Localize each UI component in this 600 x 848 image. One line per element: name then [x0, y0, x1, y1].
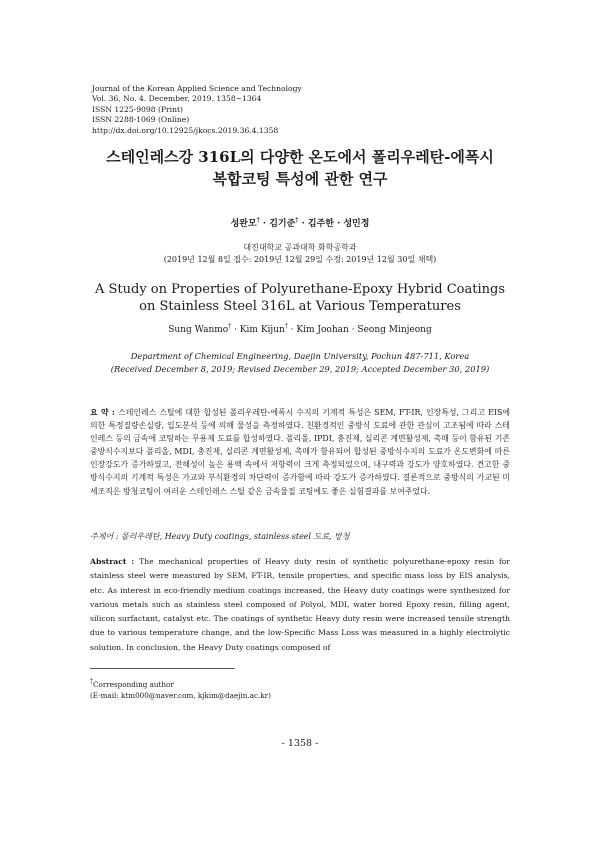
korean-abstract-label: 요 약 :	[90, 408, 119, 417]
corresponding-email: (E-mail: ktm000@naver.com, kjkim@daejin.ac.kr)	[90, 691, 271, 700]
english-abstract	[90, 555, 510, 655]
dagger-mark: †	[284, 323, 288, 330]
issn-online: ISSN 2288-1069 (Online)	[92, 115, 190, 125]
english-title-line1: A Study on Properties of Polyurethane-Epoxy Hybrid Coatings	[94, 282, 505, 297]
korean-title	[0, 146, 600, 190]
english-authors	[0, 323, 600, 335]
english-abstract-label: Abstract :	[90, 557, 140, 566]
korean-title-line2: 복합코팅 특성에 관한 연구	[212, 170, 388, 188]
korean-affiliation	[0, 242, 600, 266]
author-ko-3: 김주한	[307, 219, 334, 229]
korean-authors	[0, 216, 600, 229]
author-separator: ·	[231, 325, 240, 335]
author-en-1: Sung Wanmo	[168, 325, 229, 335]
english-title-line2: on Stainless Steel 316L at Various Temperatures	[139, 299, 461, 314]
korean-title-line1: 스테인레스강 316L의 다양한 온도에서 폴리우레탄-에폭시	[106, 148, 494, 166]
korean-keywords: 주제어 : 폴리우레탄, Heavy Duty coatings, stainless steel 도료, 방청	[90, 532, 350, 541]
english-abstract-text: The mechanical properties of Heavy duty resin of synthetic polyurethane-epoxy resin for stainless steel were measured by SEM, FT-IR, tensile properties, and specific mass loss by EIS analysis, etc. As interest in eco-friendly medium coatings increased, the Heavy duty coatings were synthesized for various metals such as stainless steel composed of Polyol, MDI, water bored Epoxy resin, filling agent, silicon surfactant, catalyst etc. The coatings of synthetic Heavy duty resin were increased tensile strength due to various temperature change, and the low-Specific Mass Loss was measured in a highly electrolytic solution. In conclusion, the Heavy Duty coatings composed of	[90, 557, 510, 652]
journal-name: Journal of the Korean Applied Science and Technology	[92, 84, 302, 93]
author-en-4: Seong Minjeong	[357, 325, 432, 335]
english-dates: (Received December 8, 2019; Revised December 29, 2019; Accepted December 30, 2019)	[110, 364, 490, 374]
english-department: Department of Chemical Engineering, Daejin University, Pochun 487-711, Korea	[130, 351, 470, 361]
korean-dates: (2019년 12월 8일 접수: 2019년 12월 29일 수정: 2019년 12월 30일 채택)	[163, 255, 437, 264]
korean-abstract	[90, 406, 510, 498]
english-affiliation	[0, 350, 600, 376]
page-number: - 1358 -	[281, 738, 319, 749]
author-en-2: Kim Kijun	[239, 325, 285, 335]
dagger-mark: †	[295, 217, 299, 224]
author-ko-1: 성완모	[230, 219, 257, 229]
author-separator: ·	[259, 219, 270, 229]
doi-link[interactable]: http://dx.doi.org/10.12925/jkocs.2019.36.4.1358	[92, 125, 279, 135]
author-ko-4: 성민정	[343, 219, 370, 229]
author-separator: ·	[348, 325, 358, 335]
corresponding-author-label: Corresponding author	[93, 680, 174, 689]
author-ko-2: 김기준	[269, 219, 296, 229]
author-separator: ·	[298, 219, 308, 229]
footnote-divider	[90, 668, 235, 669]
korean-abstract-text: 스테인레스 스틸에 대한 합성된 폴리우레탄-에폭시 수지의 기계적 특성은 SEM, FT-IR, 인장특성, 그리고 EIS에 의한 특정질량손실량, 입도분석 등에 의해 물성을 측정하였다. 친환경적인 중방식 도료에 관한 관심이 고조됨에 따라 스테인레스 등의 금속에 코팅하는 무용제 도료를 합성하였다. 폴리올, IPDI, 충진제, 실리콘 계면활성제, 촉매 등이 함유된 기존 중방식수지보다 폴리올, MDI, 충진제, 실리콘 계면활성제, 촉매가 함유되어 합성된 중방식수지의 도료가 온도변화에 따른 인장강도가 증가하였고, 전해성이 높은 용액 속에서 저항력이 크게 측정되었으며, 내구력과 강도가 양호하였다. 견고한 중방식수지의 기계적 특성은 가교와 부식환경의 차단력이 증가함에 따라 강도가 증가하였다. 결론적으로 중방식의 가교된 미세조직은 방청코팅이 여러운 스테인레스 스틸 같은 금속물질 코팅에도 좋은 실험결과를 보여주었다.	[90, 408, 510, 496]
dagger-mark: †	[90, 678, 93, 685]
english-title	[0, 281, 600, 315]
footnote	[90, 676, 271, 701]
author-en-3: Kim Joohan	[296, 325, 349, 335]
issn-print: ISSN 1225-9098 (Print)	[92, 104, 183, 114]
dagger-mark: †	[256, 217, 260, 224]
korean-department: 대진대학교 공과대학 화학공학과	[243, 243, 357, 252]
dagger-mark: †	[228, 323, 232, 330]
author-separator: ·	[287, 325, 297, 335]
journal-header	[92, 84, 302, 136]
journal-issue: Vol. 36, No. 4. December, 2019. 1358~1364	[92, 94, 262, 104]
author-separator: ·	[333, 219, 344, 229]
